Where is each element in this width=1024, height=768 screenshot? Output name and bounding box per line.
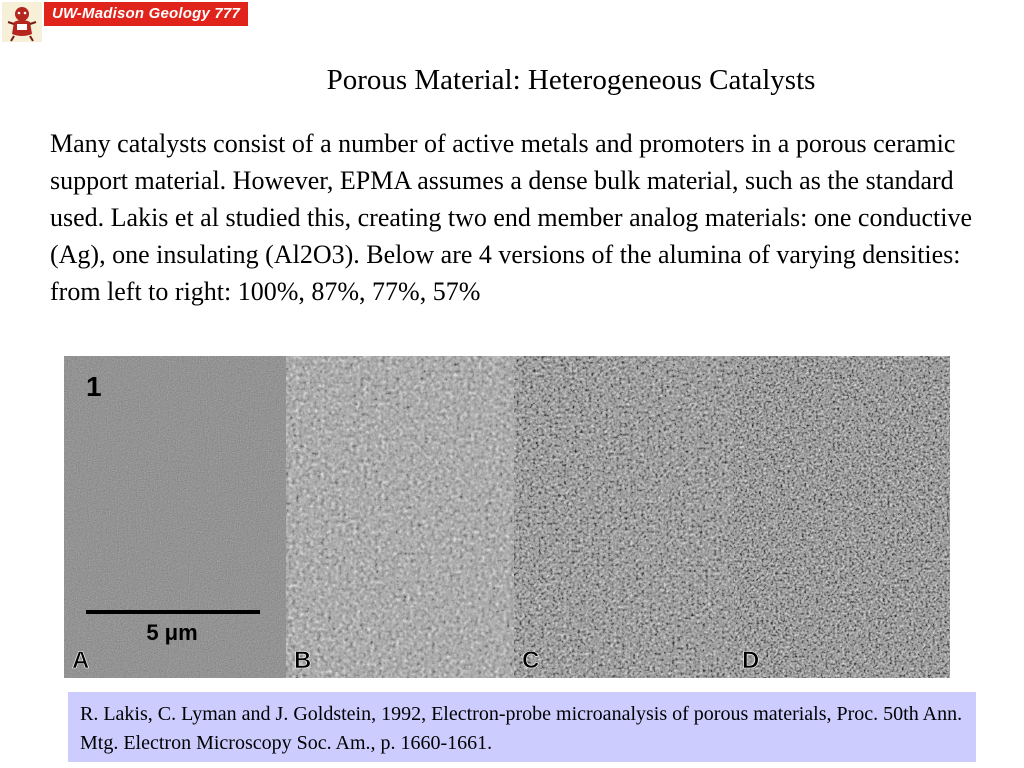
sem-micrograph-figure: [64, 356, 950, 678]
panel-letter-c: C: [522, 647, 540, 674]
slide-title: Porous Material: Heterogeneous Catalysts: [326, 64, 816, 96]
course-logo-banner: UW-Madison Geology 777: [44, 2, 248, 26]
panel-letter-d: D: [742, 647, 760, 674]
micrograph-panel-d: [734, 356, 950, 678]
micrograph-panel-b: [286, 356, 514, 678]
panel-letter-b: B: [294, 647, 312, 674]
slide-body-text: Many catalysts consist of a number of active metals and promoters in a porous ceramic support material. However, EPMA assumes a dense bulk material, such as the standard used. Lakis et al studied this, creating two end member analog materials: one conductive (Ag), one insulating (Al2O3). Below are 4 versions of the alumina of varying densities: from left to right: 100%, 87%, 77%, 57%: [50, 129, 972, 306]
micrograph-panel-c: [514, 356, 734, 678]
scale-bar-label: 5 μm: [146, 620, 198, 645]
figure-number-label: 1: [86, 371, 102, 402]
panel-letter-a: A: [72, 647, 90, 674]
badger-mascot-icon: [2, 2, 42, 42]
citation-box: R. Lakis, C. Lyman and J. Goldstein, 1992, Electron-probe microanalysis of porous materials, Proc. 50th Ann. Mtg. Electron Microscopy Soc. Am., p. 1660-1661.: [68, 692, 976, 762]
